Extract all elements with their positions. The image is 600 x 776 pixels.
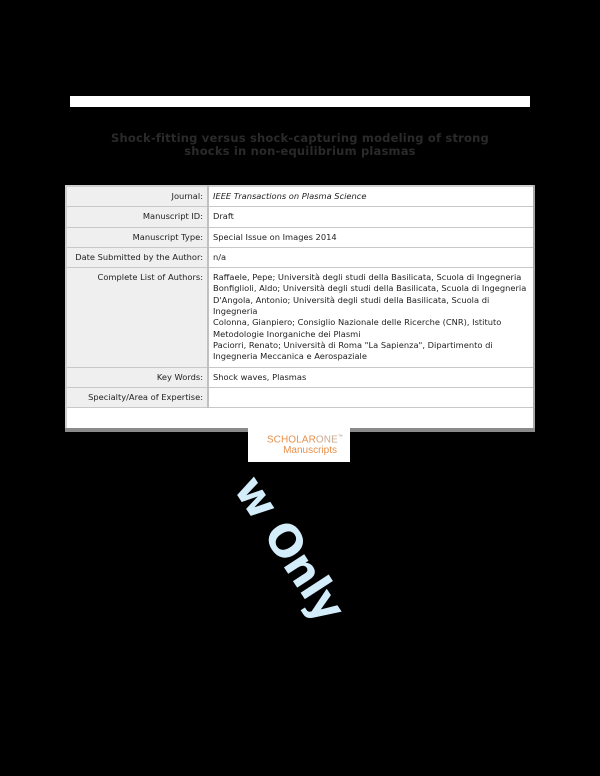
table-row-authors	[66, 268, 534, 367]
table-row-key-words	[66, 367, 534, 387]
title-line-1: Shock-fitting versus shock-capturing modeling of strong	[111, 131, 489, 145]
key-words-value: Shock waves, Plasmas	[208, 367, 534, 387]
logo-brand	[248, 432, 343, 445]
peer-review-watermark: w Only	[223, 466, 355, 631]
logo-subtitle: Manuscripts	[283, 445, 337, 457]
header-rule	[70, 96, 530, 107]
manuscript-type-value: Special Issue on Images 2014	[208, 227, 534, 247]
specialty-label: Specialty/Area of Expertise:	[66, 387, 208, 407]
author-line: D'Angola, Antonio; Università degli studi della Basilicata, Scuola di	[213, 294, 490, 305]
journal-label: Journal:	[66, 186, 208, 207]
author-line: Paciorri, Renato; Università di Roma "La Sapienza", Dipartimento di	[213, 339, 493, 350]
table-row-journal	[66, 186, 534, 207]
author-line: Metodologie Inorganiche dei Plasmi	[213, 328, 361, 339]
logo-brand-part2: ONE	[315, 434, 338, 446]
author-line: Ingegneria Meccanica e Aerospaziale	[213, 351, 367, 362]
manuscript-id-value: Draft	[208, 207, 534, 227]
table-row-manuscript-id	[66, 207, 534, 227]
logo-brand-part1: SCHOLAR	[266, 434, 316, 446]
table-row-manuscript-type	[66, 227, 534, 247]
journal-value: IEEE Transactions on Plasma Science	[208, 186, 534, 207]
scholarone-logo	[248, 426, 350, 462]
date-submitted-value: n/a	[208, 247, 534, 267]
manuscript-id-label: Manuscript ID:	[66, 207, 208, 227]
authors-value	[208, 268, 534, 367]
title-line-2: shocks in non-equilibrium plasmas	[184, 144, 416, 158]
specialty-value	[208, 387, 534, 407]
trademark-symbol: ™	[337, 434, 343, 440]
table-row-specialty	[66, 387, 534, 407]
author-line: Raffaele, Pepe; Università degli studi della Basilicata, Scuola di Ingegneria	[213, 272, 522, 283]
manuscript-type-label: Manuscript Type:	[66, 227, 208, 247]
document-title	[60, 132, 540, 158]
author-line: Bonfiglioli, Aldo; Università degli studi della Basilicata, Scuola di Ingegneria	[213, 283, 527, 294]
date-submitted-label: Date Submitted by the Author:	[66, 247, 208, 267]
table-row-date-submitted	[66, 247, 534, 267]
key-words-label: Key Words:	[66, 367, 208, 387]
author-line: Colonna, Gianpiero; Consiglio Nazionale delle Ricerche (CNR), Istituto	[213, 317, 502, 328]
manuscript-metadata-table	[65, 185, 535, 432]
author-line: Ingegneria	[213, 306, 258, 317]
authors-label: Complete List of Authors:	[66, 268, 208, 367]
